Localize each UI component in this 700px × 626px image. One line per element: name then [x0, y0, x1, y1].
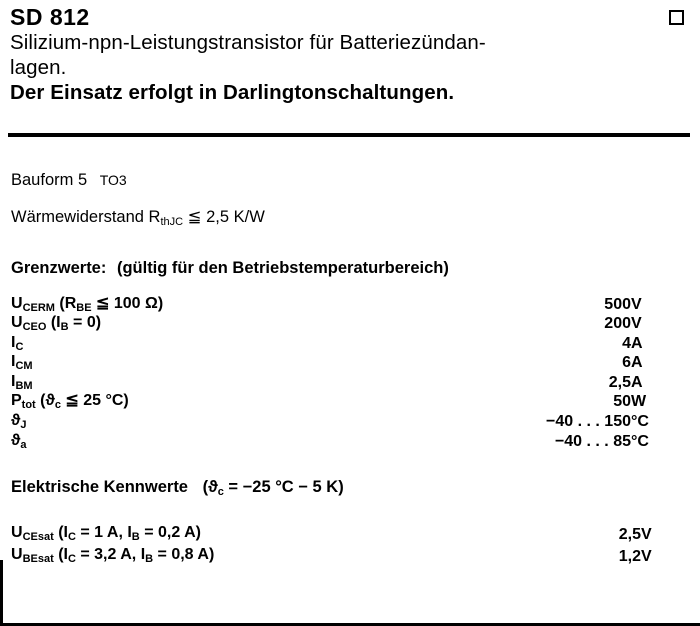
param-value-cell: 50	[613, 393, 631, 411]
thermal-subscript: thJC	[160, 216, 184, 228]
table-row	[11, 353, 687, 373]
param-value-cell: −40 . . . 150	[546, 413, 631, 431]
electrical-heading	[11, 478, 687, 497]
document-header	[10, 4, 686, 105]
table-row	[11, 432, 687, 452]
limits-heading-label: Grenzwerte:	[11, 259, 107, 277]
title-row	[10, 4, 686, 30]
param-value-cell: 2,5	[618, 526, 641, 544]
subtitle-line-3: Der Einsatz erfolgt in Darlingtonschaltungen.	[10, 81, 455, 104]
horizontal-divider	[8, 133, 690, 137]
electrical-table-body	[11, 523, 687, 566]
table-row	[11, 392, 687, 412]
param-symbol-cell: ϑJ	[11, 412, 27, 432]
param-unit-cell: A	[631, 354, 643, 372]
table-row	[11, 334, 687, 354]
param-symbol-cell: UBEsat (IC = 3,2 A, IB = 0,8 A)	[11, 545, 215, 565]
thermal-label: Wärmewiderstand R	[11, 208, 161, 226]
param-value-cell: 500	[604, 295, 631, 313]
param-unit-cell: V	[631, 315, 642, 333]
param-symbol-cell: IC	[11, 333, 24, 353]
page-left-edge-mark	[0, 560, 3, 626]
param-symbol-cell: Ptot (ϑc ≦ 25 °C)	[11, 392, 129, 412]
electrical-heading-note: (ϑc = −25 °C − 5 K)	[202, 478, 344, 499]
limits-table-body	[11, 295, 687, 452]
thermal-relation: ≦ 2,5 K/W	[183, 208, 265, 226]
table-row	[11, 545, 687, 567]
param-value-cell: 1,2	[618, 547, 641, 565]
package-line	[11, 170, 687, 190]
param-unit-cell: °C	[631, 413, 649, 431]
limits-heading	[11, 259, 687, 278]
param-value-cell: 2,5	[608, 373, 631, 391]
param-symbol-cell: ICM	[11, 353, 33, 373]
param-value-cell: 4	[622, 334, 631, 352]
param-unit-cell: V	[631, 295, 642, 313]
param-value-cell: 200	[604, 315, 631, 333]
limits-table	[11, 295, 687, 452]
table-row	[11, 295, 687, 315]
param-unit-cell: W	[631, 393, 647, 411]
param-unit-cell: V	[641, 547, 652, 565]
param-unit-cell: A	[631, 334, 643, 352]
param-value-cell: −40 . . . 85	[554, 432, 631, 450]
square-marker-icon	[669, 10, 684, 25]
package-label: Bauform 5	[11, 171, 88, 189]
thermal-resistance-line	[11, 207, 687, 229]
limits-heading-note: (gültig für den Betriebstemperaturbereich)	[116, 259, 449, 277]
electrical-heading-label: Elektrische Kennwerte	[11, 478, 188, 497]
electrical-table	[11, 523, 687, 566]
table-row	[11, 314, 687, 334]
package-value: TO3	[99, 172, 127, 188]
param-symbol-cell: IBM	[11, 372, 33, 392]
table-row	[11, 373, 687, 393]
param-value-cell: 6	[622, 354, 631, 372]
param-unit-cell: V	[641, 526, 652, 544]
table-row	[11, 523, 687, 545]
param-symbol-cell: UCEO (IB = 0)	[11, 314, 102, 334]
param-symbol-cell: ϑa	[11, 431, 27, 451]
subtitle-line-2: lagen.	[10, 56, 67, 79]
param-symbol-cell: UCEsat (IC = 1 A, IB = 0,2 A)	[11, 524, 201, 544]
page-title: SD 812	[10, 4, 90, 30]
param-unit-cell: °C	[631, 432, 649, 450]
param-symbol-cell: UCERM (RBE ≦ 100 Ω)	[11, 294, 164, 314]
subtitle-line-1: Silizium-npn-Leistungstransistor für Batteriezündan-	[10, 31, 486, 54]
param-unit-cell: A	[631, 373, 643, 391]
table-row	[11, 412, 687, 432]
document-body	[11, 152, 687, 566]
